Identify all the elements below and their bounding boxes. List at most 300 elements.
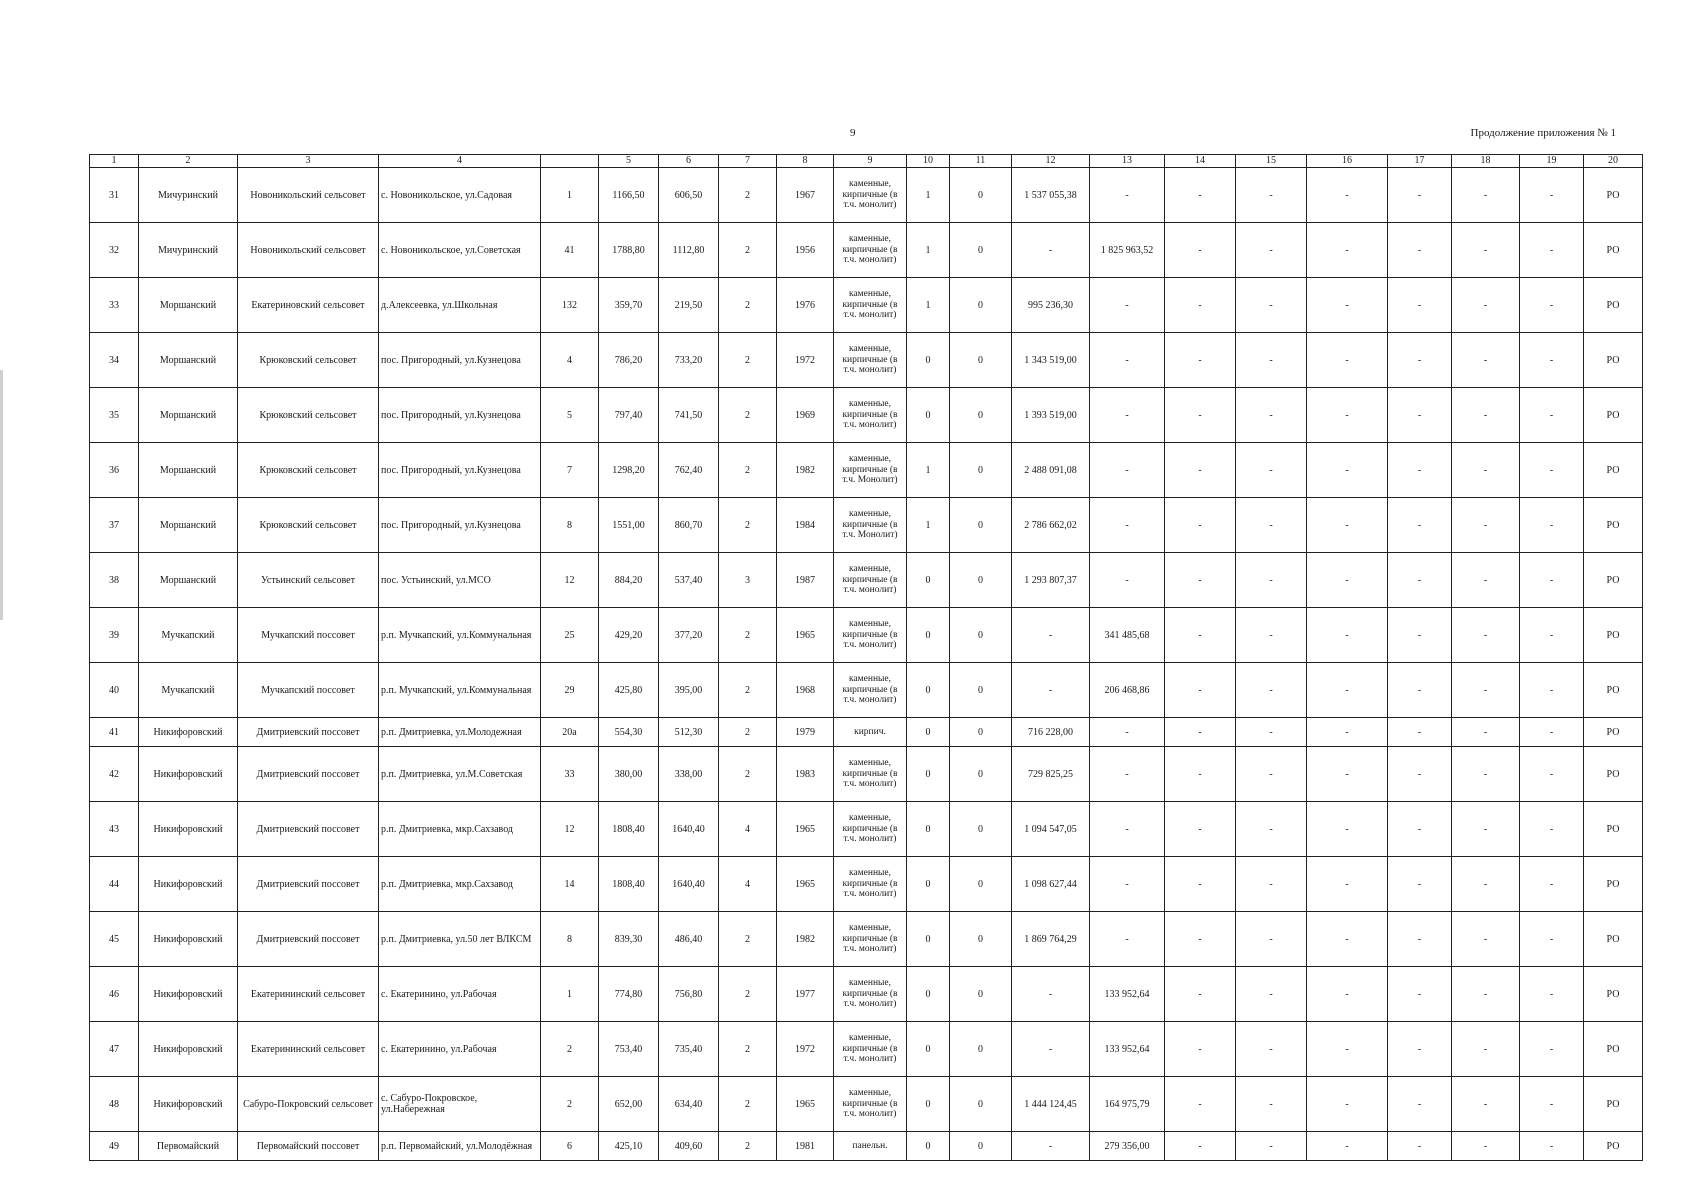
table-cell: - <box>1236 912 1307 967</box>
table-cell: пос. Пригородный, ул.Кузнецова <box>379 443 541 498</box>
table-cell: Екатерининский сельсовет <box>238 1022 379 1077</box>
table-cell: - <box>1520 498 1584 553</box>
table-cell: - <box>1090 168 1165 223</box>
table-cell: Мучкапский поссовет <box>238 663 379 718</box>
table-cell: 1956 <box>777 223 834 278</box>
table-cell: 0 <box>950 718 1012 747</box>
table-cell: 4 <box>541 333 599 388</box>
table-cell: 133 952,64 <box>1090 967 1165 1022</box>
table-cell: 1967 <box>777 168 834 223</box>
table-cell: РО <box>1584 857 1643 912</box>
table-cell: - <box>1090 333 1165 388</box>
table-cell: - <box>1165 498 1236 553</box>
column-number-cell: 1 <box>90 155 139 168</box>
table-cell: - <box>1520 608 1584 663</box>
table-cell: Никифоровский <box>139 747 238 802</box>
table-cell: - <box>1236 1077 1307 1132</box>
table-cell: - <box>1165 168 1236 223</box>
table-cell: 33 <box>541 747 599 802</box>
page-number: 9 <box>850 127 856 139</box>
table-cell: - <box>1165 663 1236 718</box>
column-number-cell: 4 <box>379 155 541 168</box>
table-cell: каменные, кирпичные (в т.ч. монолит) <box>834 1077 907 1132</box>
table-cell: 1808,40 <box>599 802 659 857</box>
table-cell: 2 488 091,08 <box>1012 443 1090 498</box>
table-cell: - <box>1520 1132 1584 1161</box>
table-cell: - <box>1388 608 1452 663</box>
table-cell: каменные, кирпичные (в т.ч. монолит) <box>834 663 907 718</box>
table-cell: 2 <box>719 663 777 718</box>
table-cell: - <box>1165 718 1236 747</box>
column-number-cell: 16 <box>1307 155 1388 168</box>
table-cell: 634,40 <box>659 1077 719 1132</box>
table-cell: 0 <box>907 1132 950 1161</box>
table-cell: - <box>1236 278 1307 333</box>
table-cell: РО <box>1584 223 1643 278</box>
table-cell: 1 <box>907 223 950 278</box>
table-row <box>90 1077 1643 1132</box>
table-cell: - <box>1236 168 1307 223</box>
table-cell: 39 <box>90 608 139 663</box>
table-cell: - <box>1388 498 1452 553</box>
table-cell: - <box>1452 553 1520 608</box>
table-cell: 1965 <box>777 608 834 663</box>
table-cell: - <box>1520 747 1584 802</box>
table-cell: - <box>1452 608 1520 663</box>
table-cell: 44 <box>90 857 139 912</box>
column-number-cell: 2 <box>139 155 238 168</box>
table-cell: - <box>1236 498 1307 553</box>
column-number-cell: 13 <box>1090 155 1165 168</box>
table-cell: Мучкапский <box>139 608 238 663</box>
table-cell: РО <box>1584 663 1643 718</box>
table-cell: 4 <box>719 802 777 857</box>
table-cell: - <box>1452 912 1520 967</box>
table-cell: - <box>1236 802 1307 857</box>
table-cell: РО <box>1584 388 1643 443</box>
table-row <box>90 388 1643 443</box>
column-number-cell: 15 <box>1236 155 1307 168</box>
table-cell: - <box>1520 553 1584 608</box>
table-cell: 206 468,86 <box>1090 663 1165 718</box>
table-cell: Никифоровский <box>139 802 238 857</box>
table-cell: 2 <box>719 168 777 223</box>
table-cell: 1 537 055,38 <box>1012 168 1090 223</box>
table-cell: 1 444 124,45 <box>1012 1077 1090 1132</box>
table-cell: - <box>1090 802 1165 857</box>
table-cell: - <box>1388 663 1452 718</box>
table-cell: 0 <box>950 1077 1012 1132</box>
table-cell: 409,60 <box>659 1132 719 1161</box>
table-cell: 1982 <box>777 912 834 967</box>
table-cell: 1 393 519,00 <box>1012 388 1090 443</box>
table-cell: - <box>1236 747 1307 802</box>
table-cell: - <box>1307 1077 1388 1132</box>
table-cell: - <box>1520 278 1584 333</box>
table-cell: - <box>1520 223 1584 278</box>
table-cell: - <box>1236 663 1307 718</box>
table-cell: - <box>1388 443 1452 498</box>
table-cell: 2 <box>719 608 777 663</box>
table-cell: 1112,80 <box>659 223 719 278</box>
table-cell: - <box>1520 912 1584 967</box>
table-cell: - <box>1165 747 1236 802</box>
table-row <box>90 498 1643 553</box>
table-cell: пос. Устьинский, ул.МСО <box>379 553 541 608</box>
table-cell: 0 <box>907 967 950 1022</box>
table-cell: - <box>1452 1077 1520 1132</box>
table-cell: - <box>1307 967 1388 1022</box>
table-cell: - <box>1012 223 1090 278</box>
table-cell: 741,50 <box>659 388 719 443</box>
table-cell: 1972 <box>777 1022 834 1077</box>
table-cell: - <box>1090 278 1165 333</box>
table-cell: 0 <box>950 278 1012 333</box>
column-number-cell: 5 <box>599 155 659 168</box>
table-cell: 1 094 547,05 <box>1012 802 1090 857</box>
table-cell: 0 <box>950 333 1012 388</box>
table-cell: 860,70 <box>659 498 719 553</box>
table-cell: 0 <box>907 718 950 747</box>
table-cell: 0 <box>907 388 950 443</box>
table-cell: 1972 <box>777 333 834 388</box>
table-cell: 279 356,00 <box>1090 1132 1165 1161</box>
table-cell: 762,40 <box>659 443 719 498</box>
table-cell: р.п. Дмитриевка, ул.Молодежная <box>379 718 541 747</box>
table-cell: 2 <box>719 443 777 498</box>
table-cell: 554,30 <box>599 718 659 747</box>
table-cell: 2 <box>719 1022 777 1077</box>
table-cell: 0 <box>907 1077 950 1132</box>
table-cell: 8 <box>541 498 599 553</box>
table-cell: каменные, кирпичные (в т.ч. монолит) <box>834 223 907 278</box>
table-cell: 2 <box>719 747 777 802</box>
table-cell: - <box>1012 663 1090 718</box>
table-cell: - <box>1520 1022 1584 1077</box>
table-cell: - <box>1388 1022 1452 1077</box>
table-cell: каменные, кирпичные (в т.ч. монолит) <box>834 553 907 608</box>
table-cell: 2 <box>719 1132 777 1161</box>
table-cell: - <box>1520 1077 1584 1132</box>
column-number-cell: 11 <box>950 155 1012 168</box>
table-cell: 0 <box>950 663 1012 718</box>
table-cell: 486,40 <box>659 912 719 967</box>
table-cell: р.п. Первомайский, ул.Молодёжная <box>379 1132 541 1161</box>
table-cell: 42 <box>90 747 139 802</box>
table-cell: 1984 <box>777 498 834 553</box>
table-cell: 0 <box>950 388 1012 443</box>
table-cell: РО <box>1584 608 1643 663</box>
table-row <box>90 278 1643 333</box>
table-row <box>90 663 1643 718</box>
table-cell: 0 <box>950 223 1012 278</box>
table-cell: РО <box>1584 802 1643 857</box>
table-cell: 425,80 <box>599 663 659 718</box>
table-cell: 14 <box>541 857 599 912</box>
table-cell: РО <box>1584 1132 1643 1161</box>
table-cell: 0 <box>907 857 950 912</box>
table-cell: - <box>1520 388 1584 443</box>
table-cell: 2 <box>719 333 777 388</box>
table-cell: Никифоровский <box>139 718 238 747</box>
table-cell: 2 <box>541 1077 599 1132</box>
table-cell: - <box>1236 443 1307 498</box>
table-cell: 786,20 <box>599 333 659 388</box>
table-cell: 733,20 <box>659 333 719 388</box>
table-cell: - <box>1307 553 1388 608</box>
table-cell: Никифоровский <box>139 967 238 1022</box>
table-cell: 753,40 <box>599 1022 659 1077</box>
table-cell: Моршанский <box>139 333 238 388</box>
table-cell: 512,30 <box>659 718 719 747</box>
table-cell: РО <box>1584 498 1643 553</box>
table-cell: 652,00 <box>599 1077 659 1132</box>
table-cell: 2 <box>541 1022 599 1077</box>
table-cell: 0 <box>907 802 950 857</box>
table-cell: - <box>1388 168 1452 223</box>
table-cell: 0 <box>907 912 950 967</box>
table-cell: р.п. Мучкапский, ул.Коммунальная <box>379 663 541 718</box>
table-cell: 1 <box>541 168 599 223</box>
table-cell: 0 <box>950 1132 1012 1161</box>
table-cell: 8 <box>541 912 599 967</box>
table-cell: - <box>1307 168 1388 223</box>
table-cell: 1551,00 <box>599 498 659 553</box>
table-cell: - <box>1307 802 1388 857</box>
table-cell: - <box>1452 747 1520 802</box>
table-cell: - <box>1236 967 1307 1022</box>
table-cell: р.п. Дмитриевка, мкр.Сахзавод <box>379 802 541 857</box>
table-cell: РО <box>1584 718 1643 747</box>
table-cell: 839,30 <box>599 912 659 967</box>
table-cell: - <box>1307 333 1388 388</box>
table-cell: Мучкапский поссовет <box>238 608 379 663</box>
table-body <box>90 155 1643 1161</box>
table-cell: Дмитриевский поссовет <box>238 802 379 857</box>
table-cell: - <box>1452 333 1520 388</box>
table-cell: 1977 <box>777 967 834 1022</box>
table-cell: 341 485,68 <box>1090 608 1165 663</box>
table-cell: с. Сабуро-Покровское, ул.Набережная <box>379 1077 541 1132</box>
table-cell: Моршанский <box>139 553 238 608</box>
table-cell: 797,40 <box>599 388 659 443</box>
table-cell: - <box>1307 443 1388 498</box>
table-cell: д.Алексеевка, ул.Школьная <box>379 278 541 333</box>
table-cell: - <box>1307 747 1388 802</box>
table-cell: 0 <box>950 912 1012 967</box>
table-cell: 7 <box>541 443 599 498</box>
table-cell: пос. Пригородный, ул.Кузнецова <box>379 388 541 443</box>
table-cell: - <box>1452 1132 1520 1161</box>
table-cell: Никифоровский <box>139 1022 238 1077</box>
table-cell: 46 <box>90 967 139 1022</box>
table-cell: Новоникольский сельсовет <box>238 168 379 223</box>
table-cell: Крюковский сельсовет <box>238 333 379 388</box>
housing-register-table <box>89 154 1643 1161</box>
table-cell: каменные, кирпичные (в т.ч. монолит) <box>834 802 907 857</box>
table-cell: р.п. Мучкапский, ул.Коммунальная <box>379 608 541 663</box>
table-cell: 2 <box>719 498 777 553</box>
table-row <box>90 608 1643 663</box>
table-cell: - <box>1165 1077 1236 1132</box>
table-row <box>90 443 1643 498</box>
table-cell: р.п. Дмитриевка, мкр.Сахзавод <box>379 857 541 912</box>
table-row <box>90 1022 1643 1077</box>
table-cell: 12 <box>541 553 599 608</box>
table-cell: каменные, кирпичные (в т.ч. монолит) <box>834 857 907 912</box>
table-cell: Мичуринский <box>139 223 238 278</box>
table-row <box>90 1132 1643 1161</box>
table-cell: - <box>1388 1077 1452 1132</box>
table-cell: - <box>1388 388 1452 443</box>
table-cell: - <box>1388 857 1452 912</box>
table-cell: - <box>1452 498 1520 553</box>
table-cell: 0 <box>907 747 950 802</box>
table-row <box>90 223 1643 278</box>
table-cell: - <box>1452 278 1520 333</box>
table-cell: Моршанский <box>139 443 238 498</box>
table-cell: - <box>1236 553 1307 608</box>
table-cell: - <box>1520 718 1584 747</box>
table-cell: 359,70 <box>599 278 659 333</box>
table-cell: 1298,20 <box>599 443 659 498</box>
table-cell: - <box>1452 857 1520 912</box>
table-cell: Дмитриевский поссовет <box>238 718 379 747</box>
table-cell: - <box>1236 223 1307 278</box>
table-cell: - <box>1236 388 1307 443</box>
table-cell: 6 <box>541 1132 599 1161</box>
table-cell: 1965 <box>777 857 834 912</box>
table-cell: - <box>1388 1132 1452 1161</box>
table-cell: - <box>1012 608 1090 663</box>
table-cell: 1808,40 <box>599 857 659 912</box>
table-cell: - <box>1090 747 1165 802</box>
table-cell: Никифоровский <box>139 912 238 967</box>
table-cell: 0 <box>950 747 1012 802</box>
table-cell: - <box>1388 718 1452 747</box>
table-cell: 1981 <box>777 1132 834 1161</box>
table-cell: - <box>1520 802 1584 857</box>
table-cell: 43 <box>90 802 139 857</box>
table-cell: 395,00 <box>659 663 719 718</box>
table-cell: 40 <box>90 663 139 718</box>
table-cell: Устьинский сельсовет <box>238 553 379 608</box>
table-cell: РО <box>1584 553 1643 608</box>
table-cell: 0 <box>907 333 950 388</box>
table-cell: Первомайский <box>139 1132 238 1161</box>
table-cell: 377,20 <box>659 608 719 663</box>
table-cell: 2 <box>719 967 777 1022</box>
table-cell: 132 <box>541 278 599 333</box>
table-cell: с. Екатеринино, ул.Рабочая <box>379 1022 541 1077</box>
table-cell: 1 293 807,37 <box>1012 553 1090 608</box>
table-cell: 729 825,25 <box>1012 747 1090 802</box>
table-cell: 1 <box>907 443 950 498</box>
table-cell: 12 <box>541 802 599 857</box>
table-cell: 0 <box>950 1022 1012 1077</box>
table-cell: 41 <box>541 223 599 278</box>
table-cell: 48 <box>90 1077 139 1132</box>
table-cell: 884,20 <box>599 553 659 608</box>
table-cell: - <box>1307 1022 1388 1077</box>
table-cell: 47 <box>90 1022 139 1077</box>
table-cell: 1640,40 <box>659 802 719 857</box>
table-cell: Екатерининский сельсовет <box>238 967 379 1022</box>
table-cell: Никифоровский <box>139 857 238 912</box>
table-cell: 34 <box>90 333 139 388</box>
table-cell: 41 <box>90 718 139 747</box>
table-cell: - <box>1165 333 1236 388</box>
table-cell: 0 <box>950 802 1012 857</box>
column-number-row <box>90 155 1643 168</box>
table-cell: 32 <box>90 223 139 278</box>
column-number-cell: 9 <box>834 155 907 168</box>
scan-edge-mark <box>0 370 3 620</box>
table-cell: - <box>1452 718 1520 747</box>
table-cell: - <box>1012 1132 1090 1161</box>
table-cell: - <box>1452 223 1520 278</box>
table-cell: - <box>1236 857 1307 912</box>
table-cell: - <box>1165 223 1236 278</box>
table-cell: 2 <box>719 1077 777 1132</box>
table-cell: 35 <box>90 388 139 443</box>
table-cell: Моршанский <box>139 388 238 443</box>
table-cell: 338,00 <box>659 747 719 802</box>
table-cell: 1987 <box>777 553 834 608</box>
table-cell: 0 <box>907 608 950 663</box>
table-cell: - <box>1388 223 1452 278</box>
table-cell: - <box>1236 1132 1307 1161</box>
table-row <box>90 168 1643 223</box>
table-cell: каменные, кирпичные (в т.ч. монолит) <box>834 608 907 663</box>
table-row <box>90 333 1643 388</box>
table-cell: РО <box>1584 333 1643 388</box>
table-cell: 774,80 <box>599 967 659 1022</box>
table-cell: 1788,80 <box>599 223 659 278</box>
table-cell: - <box>1520 663 1584 718</box>
table-cell: Дмитриевский поссовет <box>238 912 379 967</box>
table-cell: - <box>1165 608 1236 663</box>
table-cell: - <box>1520 333 1584 388</box>
table-cell: 995 236,30 <box>1012 278 1090 333</box>
table-row <box>90 912 1643 967</box>
table-cell: РО <box>1584 443 1643 498</box>
table-cell: - <box>1165 278 1236 333</box>
table-cell: - <box>1452 967 1520 1022</box>
table-cell: РО <box>1584 278 1643 333</box>
table-cell: 0 <box>950 498 1012 553</box>
table-cell: Новоникольский сельсовет <box>238 223 379 278</box>
table-cell: 1 <box>907 278 950 333</box>
table-cell: - <box>1452 443 1520 498</box>
table-cell: - <box>1165 1022 1236 1077</box>
table-cell: Екатериновский сельсовет <box>238 278 379 333</box>
table-cell: - <box>1452 388 1520 443</box>
table-cell: с. Новоникольское, ул.Садовая <box>379 168 541 223</box>
table-cell: - <box>1307 1132 1388 1161</box>
table-cell: - <box>1452 663 1520 718</box>
column-number-cell: 14 <box>1165 155 1236 168</box>
table-cell: 1 <box>907 168 950 223</box>
table-cell: 1 098 627,44 <box>1012 857 1090 912</box>
table-cell: 45 <box>90 912 139 967</box>
table-cell: - <box>1236 718 1307 747</box>
table-cell: - <box>1388 278 1452 333</box>
table-cell: 38 <box>90 553 139 608</box>
table-cell: 36 <box>90 443 139 498</box>
table-cell: 1968 <box>777 663 834 718</box>
table-row <box>90 553 1643 608</box>
